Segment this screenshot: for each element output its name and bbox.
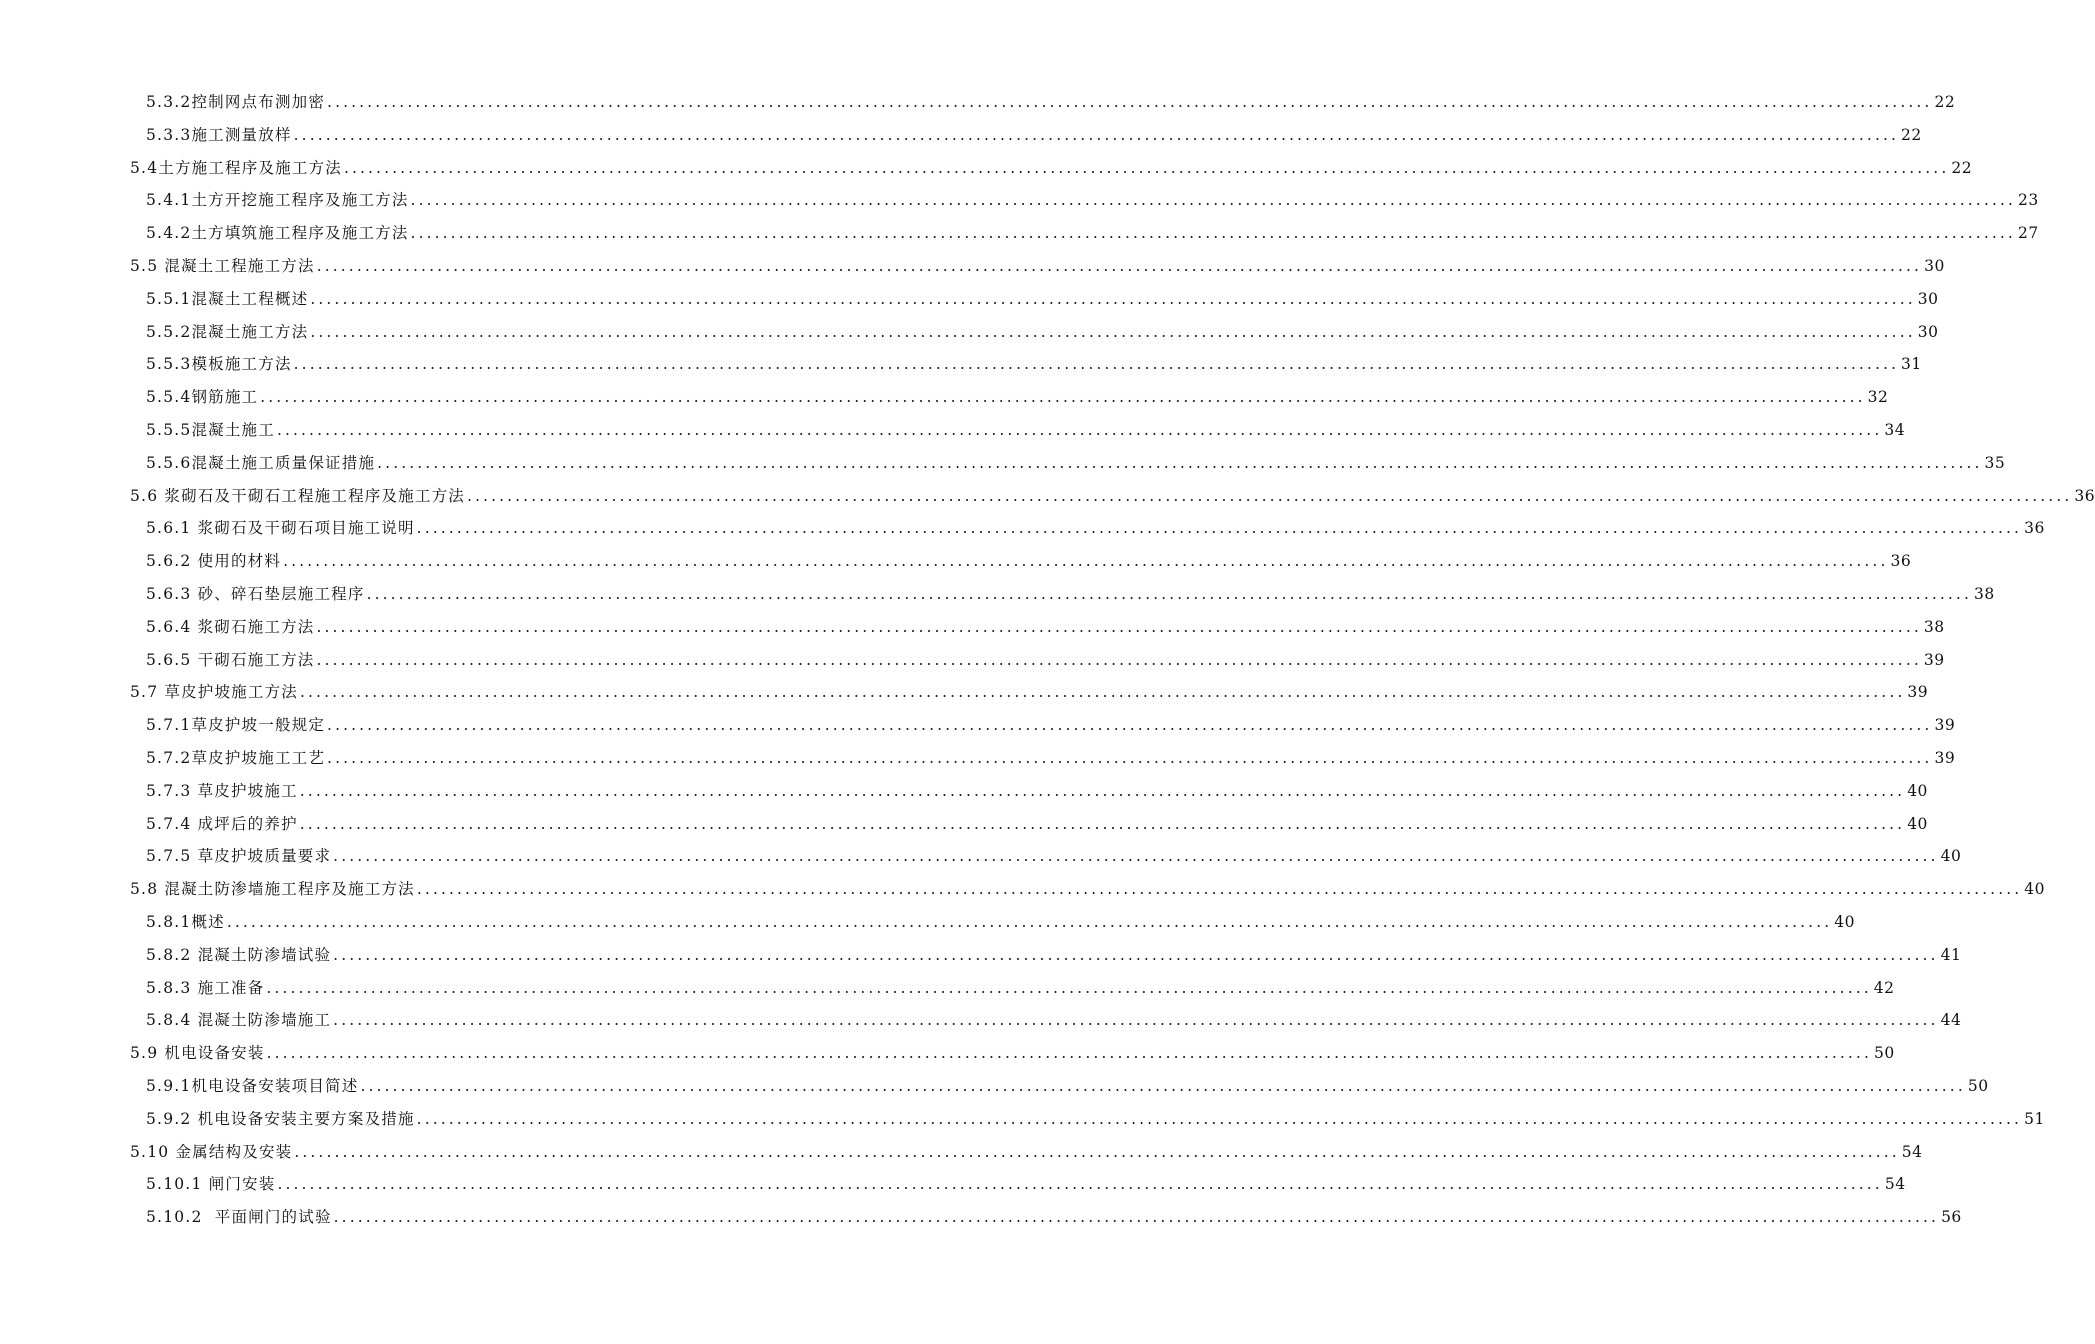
dot-leader: ........................................................................................................................................................................................................: [410, 191, 2016, 210]
toc-entry[interactable]: [0, 1168, 1906, 1201]
dot-leader: ........................................................................................................................................................................................................: [466, 486, 2073, 505]
toc-entry-title: 5.8 混凝土防渗墙施工程序及施工方法: [130, 880, 415, 899]
toc-entry-page-number: 40: [1834, 912, 1855, 931]
toc-entry-page-number: 40: [1907, 814, 1928, 833]
toc-entry-title: 5.6.4 浆砌石施工方法: [146, 617, 315, 636]
toc-entry-page-number: 56: [1941, 1208, 1962, 1227]
toc-entry-title: 5.6.2 使用的材料: [146, 552, 282, 571]
toc-entry[interactable]: [0, 414, 1906, 447]
toc-entry-title: 5.9.1机电设备安装项目简述: [146, 1076, 359, 1095]
toc-entry[interactable]: [0, 906, 1855, 939]
dot-leader: ........................................................................................................................................................................................................: [327, 748, 1933, 767]
toc-entry-title: 5.9.2 机电设备安装主要方案及措施: [146, 1109, 415, 1128]
dot-leader: ........................................................................................................................................................................................................: [310, 289, 1916, 308]
toc-entry-title: 5.5.2混凝土施工方法: [146, 322, 309, 341]
dot-leader: ........................................................................................................................................................................................................: [299, 814, 1906, 833]
toc-entry[interactable]: [0, 939, 1962, 972]
toc-entry[interactable]: [0, 840, 1962, 873]
dot-leader: ........................................................................................................................................................................................................: [299, 683, 1906, 702]
toc-entry-page-number: 35: [1984, 453, 2006, 472]
toc-entry-page-number: 54: [1901, 1142, 1923, 1161]
toc-entry-title: 5.6.1 浆砌石及干砌石项目施工说明: [146, 519, 415, 538]
dot-leader: ........................................................................................................................................................................................................: [343, 158, 1950, 177]
toc-entry-page-number: 50: [1967, 1076, 1989, 1095]
table-of-contents: [0, 86, 2095, 1234]
toc-entry-page-number: 39: [1934, 716, 1956, 735]
dot-leader: ........................................................................................................................................................................................................: [316, 256, 1923, 275]
toc-entry-title: 5.7.3 草皮护坡施工: [146, 781, 298, 800]
toc-entry-page-number: 32: [1867, 388, 1889, 407]
toc-entry-title: 5.5 混凝土工程施工方法: [130, 256, 315, 275]
toc-entry-title: 5.3.2控制网点布测加密: [146, 93, 326, 111]
toc-entry-title: 5.4.1土方开挖施工程序及施工方法: [146, 191, 409, 210]
toc-entry-title: 5.5.4钢筋施工: [146, 388, 259, 407]
toc-entry-title: 5.5.1混凝土工程概述: [146, 289, 309, 308]
dot-leader: ........................................................................................................................................................................................................: [333, 847, 1939, 866]
toc-entry-page-number: 40: [1940, 847, 1962, 866]
toc-entry-page-number: 51: [2024, 1109, 2045, 1128]
toc-entry-page-number: 39: [1934, 748, 1956, 767]
toc-entry-page-number: 30: [1917, 322, 1939, 341]
toc-entry-title: 5.5.6混凝土施工质量保证措施: [146, 453, 376, 472]
toc-entry-title: 5.5.5混凝土施工: [146, 420, 275, 439]
toc-entry[interactable]: [0, 283, 1939, 316]
toc-entry[interactable]: [0, 578, 1995, 611]
toc-entry[interactable]: [0, 86, 1956, 119]
toc-entry-page-number: 42: [1873, 978, 1895, 997]
toc-entry[interactable]: [0, 1103, 2045, 1136]
toc-entry[interactable]: [0, 742, 1956, 775]
toc-entry[interactable]: [0, 676, 1929, 709]
toc-entry[interactable]: [0, 316, 1939, 349]
toc-entry-title: 5.4土方施工程序及施工方法: [130, 158, 342, 177]
dot-leader: ........................................................................................................................................................................................................: [277, 1175, 1883, 1194]
dot-leader: ........................................................................................................................................................................................................: [276, 420, 1883, 439]
toc-entry-title: 5.6.3 砂、碎石垫层施工程序: [146, 584, 365, 603]
toc-entry-page-number: 36: [2074, 486, 2095, 505]
toc-entry-page-number: 41: [1940, 945, 1962, 964]
toc-entry-title: 5.10.2 平面闸门的试验: [146, 1208, 332, 1227]
toc-entry-title: 5.9 机电设备安装: [130, 1044, 265, 1063]
dot-leader: ........................................................................................................................................................................................................: [266, 978, 1872, 997]
toc-entry-title: 5.7.4 成坪后的养护: [146, 814, 298, 833]
toc-entry[interactable]: [0, 381, 1889, 414]
toc-entry-page-number: 50: [1873, 1044, 1895, 1063]
toc-entry-page-number: 22: [1901, 125, 1922, 144]
toc-entry-title: 5.8.3 施工准备: [146, 978, 265, 997]
dot-leader: ........................................................................................................................................................................................................: [360, 1076, 1966, 1095]
toc-entry[interactable]: [0, 611, 1945, 644]
toc-entry-title: 5.5.3模板施工方法: [146, 355, 292, 374]
toc-entry-title: 5.8.2 混凝土防渗墙试验: [146, 945, 332, 964]
toc-entry-title: 5.8.1概述: [146, 912, 225, 931]
dot-leader: ........................................................................................................................................................................................................: [316, 650, 1922, 669]
toc-entry[interactable]: [0, 873, 2046, 906]
dot-leader: ........................................................................................................................................................................................................: [266, 1044, 1872, 1063]
toc-entry-page-number: 44: [1940, 1011, 1962, 1030]
dot-leader: ........................................................................................................................................................................................................: [333, 1011, 1939, 1030]
toc-entry-page-number: 30: [1924, 256, 1945, 275]
dot-leader: ........................................................................................................................................................................................................: [327, 716, 1933, 735]
toc-entry-title: 5.7 草皮护坡施工方法: [130, 683, 298, 702]
dot-leader: ........................................................................................................................................................................................................: [410, 224, 2016, 243]
toc-entry[interactable]: [0, 184, 2039, 217]
toc-entry[interactable]: [0, 348, 1922, 381]
toc-entry[interactable]: [0, 972, 1895, 1005]
toc-entry-page-number: 38: [1973, 584, 1995, 603]
toc-entry-title: 5.7.1草皮护坡一般规定: [146, 716, 326, 735]
toc-entry-title: 5.10.1 闸门安装: [146, 1175, 276, 1194]
dot-leader: ........................................................................................................................................................................................................: [299, 781, 1906, 800]
toc-entry-page-number: 22: [1934, 93, 1956, 111]
toc-entry-page-number: 34: [1884, 420, 1906, 439]
dot-leader: ........................................................................................................................................................................................................: [226, 912, 1833, 931]
dot-leader: ........................................................................................................................................................................................................: [293, 125, 1900, 144]
toc-entry-page-number: 36: [2024, 519, 2045, 538]
toc-entry-page-number: 40: [1907, 781, 1928, 800]
toc-entry[interactable]: [0, 1070, 1989, 1103]
toc-entry-page-number: 38: [1923, 617, 1945, 636]
toc-entry-title: 5.7.2草皮护坡施工工艺: [146, 748, 326, 767]
toc-entry-page-number: 40: [2024, 880, 2046, 899]
toc-entry[interactable]: [0, 775, 1928, 808]
toc-entry[interactable]: [0, 1136, 1923, 1169]
dot-leader: ........................................................................................................................................................................................................: [260, 388, 1866, 407]
dot-leader: ........................................................................................................................................................................................................: [377, 453, 1983, 472]
toc-entry-title: 5.8.4 混凝土防渗墙施工: [146, 1011, 332, 1030]
dot-leader: ........................................................................................................................................................................................................: [333, 945, 1939, 964]
toc-entry-page-number: 22: [1951, 158, 1973, 177]
toc-entry-title: 5.4.2土方填筑施工程序及施工方法: [146, 224, 409, 243]
toc-entry-page-number: 30: [1917, 289, 1939, 308]
toc-entry[interactable]: [0, 480, 2095, 513]
dot-leader: ........................................................................................................................................................................................................: [416, 880, 2023, 899]
toc-entry[interactable]: [0, 512, 2045, 545]
dot-leader: ........................................................................................................................................................................................................: [333, 1208, 1940, 1227]
dot-leader: ........................................................................................................................................................................................................: [416, 519, 2023, 538]
dot-leader: ........................................................................................................................................................................................................: [294, 1142, 1900, 1161]
toc-entry-page-number: 27: [2017, 224, 2039, 243]
dot-leader: ........................................................................................................................................................................................................: [293, 355, 1900, 374]
toc-entry[interactable]: [0, 1201, 1962, 1234]
toc-entry[interactable]: [0, 250, 1945, 283]
toc-entry[interactable]: [0, 217, 2039, 250]
toc-entry[interactable]: [0, 152, 1973, 185]
toc-entry[interactable]: [0, 447, 2006, 480]
toc-entry-page-number: 23: [2017, 191, 2039, 210]
dot-leader: ........................................................................................................................................................................................................: [416, 1109, 2023, 1128]
dot-leader: ........................................................................................................................................................................................................: [366, 584, 1972, 603]
toc-entry-title: 5.3.3施工测量放样: [146, 125, 292, 144]
toc-entry[interactable]: [0, 1004, 1962, 1037]
toc-entry[interactable]: [0, 1037, 1895, 1070]
toc-entry-page-number: 54: [1884, 1175, 1906, 1194]
toc-entry-page-number: 36: [1890, 552, 1912, 571]
toc-entry-title: 5.6.5 干砌石施工方法: [146, 650, 315, 669]
toc-entry[interactable]: [0, 119, 1922, 152]
dot-leader: ........................................................................................................................................................................................................: [327, 93, 1933, 111]
toc-entry[interactable]: [0, 545, 1912, 578]
toc-entry-title: 5.10 金属结构及安装: [130, 1142, 293, 1161]
dot-leader: ........................................................................................................................................................................................................: [283, 552, 1889, 571]
toc-entry-page-number: 31: [1901, 355, 1922, 374]
toc-entry-title: 5.6 浆砌石及干砌石工程施工程序及施工方法: [130, 486, 465, 505]
toc-entry-page-number: 39: [1923, 650, 1945, 669]
dot-leader: ........................................................................................................................................................................................................: [310, 322, 1916, 341]
toc-entry[interactable]: [0, 709, 1956, 742]
toc-entry-page-number: 39: [1907, 683, 1929, 702]
toc-entry-title: 5.7.5 草皮护坡质量要求: [146, 847, 332, 866]
toc-entry[interactable]: [0, 808, 1928, 841]
dot-leader: ........................................................................................................................................................................................................: [316, 617, 1922, 636]
toc-entry[interactable]: [0, 644, 1945, 677]
